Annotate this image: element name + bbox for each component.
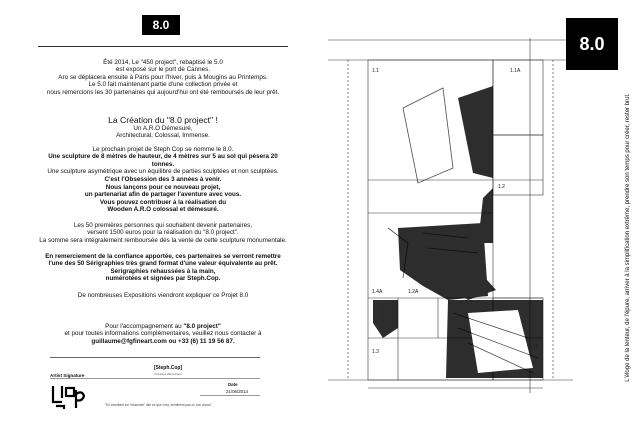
artist-signature [50, 380, 90, 410]
date-value: 21/06/2014 [226, 389, 248, 394]
funding-line: Les 50 premières personnes qui souhaitent devenir partenaires, [73, 222, 253, 229]
contact-project: "8.0 project" [183, 323, 221, 330]
date-label: Date [228, 382, 238, 387]
company-name: [Steph.Cop] [153, 365, 183, 371]
funding-section [38, 222, 288, 244]
contact-section [38, 323, 288, 345]
intro-line: est exposé sur le port de Cannes. [115, 66, 211, 74]
project-line: Le prochain projet de Steph Cop se nomme le 8.0. [92, 146, 234, 153]
expositions-text: De nombreuses Expositions viendront expliquer ce Projet 8.0 [77, 292, 249, 299]
project-bold: C'est l'Obsession des 3 années à venir. [104, 175, 222, 183]
drawing-label: 1.1A [510, 68, 521, 74]
contact-prefix: Pour l'accompagnement au [105, 323, 184, 330]
intro-line: Été 2014, Le "450 project", rebaptisé le 5.0 [103, 59, 223, 66]
drawing-label: 1.4A [372, 289, 383, 295]
footer-note: "En inventant sur l'essentiel" dite ce que c'est, sentiment pas ou non chose" [105, 403, 212, 407]
top-divider [38, 46, 288, 47]
project-bold: Une sculpture de 8 mètres de hauteur, de 4 mètres sur 5 au sol qui pèsera 20 tonnes. [48, 153, 278, 168]
drawing-label: 1.2 [498, 184, 505, 190]
footer-divider [50, 357, 260, 358]
thanks-line: numérotées et signées par Steph.Cop. [105, 275, 221, 283]
partner-line: Nous lançons pour ce nouveau projet, [105, 184, 221, 191]
partner-section [38, 184, 288, 214]
expositions-line [38, 292, 288, 299]
funding-line: versent 1500 euros pour la réalisation du "8.0 project". [87, 229, 239, 237]
drawing-label: 1.3 [372, 349, 379, 355]
signature-line [50, 378, 260, 379]
intro-line: nous remercions les 30 partenaires qui aujourd'hui ont été remboursés de leur prêt. [46, 88, 280, 96]
intro-line: Le 5.0 fait maintenant partie d'une collection privée et [88, 81, 238, 89]
creation-subtitle: Architectural, Colossal, Immense. [116, 132, 210, 140]
project-section [38, 146, 288, 183]
sculpture-sketch [328, 38, 573, 393]
partner-line: Wooden A.R.O colossal et démesuré. [107, 206, 219, 214]
contact-line: et pour toutes informations complémentaires, veuillez nous contacter à [64, 330, 262, 338]
project-badge-large: 8.0 [566, 18, 618, 70]
company-subtitle: Créateur d'Emotions [154, 372, 182, 376]
contact-email-phone[interactable]: guillaume@fgfineart.com ou +33 (6) 11 19 56 87. [91, 337, 235, 345]
funding-line: La somme sera intégralement remboursée dès la vente de cette sculpture monumentale. [39, 236, 287, 244]
thanks-line: l'une des 50 Sérigraphies très grand format d'une valeur équivalente au prêt. [48, 260, 278, 268]
intro-paragraph [38, 59, 288, 96]
thanks-line: En remerciement de la confiance apportée, ces partenaires se verront remettre [45, 253, 281, 260]
thanks-section [38, 253, 288, 283]
creation-title: La Création du "8.0 project" ! [108, 115, 218, 125]
drawing-label: 1.3A [528, 344, 539, 350]
drawing-label: 1.1 [372, 68, 379, 74]
project-line: Une sculpture asymétrique avec un équilibre de parties sculptées et non sculptées. [47, 168, 279, 176]
creation-section [38, 115, 288, 140]
partner-line: un partenariat afin de partager l'aventure avec vous. [84, 191, 242, 199]
artist-signature-label: Artist Signature [50, 373, 85, 378]
drawing-label: 1.2A [408, 289, 419, 295]
vertical-quote-text: L'éloge de la lenteur, de l'épure, arriver à la simplification extrême, prendre son temps pour créer, rester brut. [625, 93, 631, 382]
vertical-quote [625, 85, 635, 390]
partner-line: Vous pouvez contribuer à la réalisation du [99, 198, 227, 206]
thanks-line: Sérigraphies rehaussées à la main, [110, 267, 216, 275]
intro-line: Aro se déplacera ensuite à Paris pour l'hiver, puis à Mougins au Printemps. [58, 73, 268, 81]
creation-subtitle: Un A.R.O Démesuré, [133, 125, 193, 132]
date-rule [200, 395, 260, 396]
project-badge: 8.0 [142, 15, 180, 35]
